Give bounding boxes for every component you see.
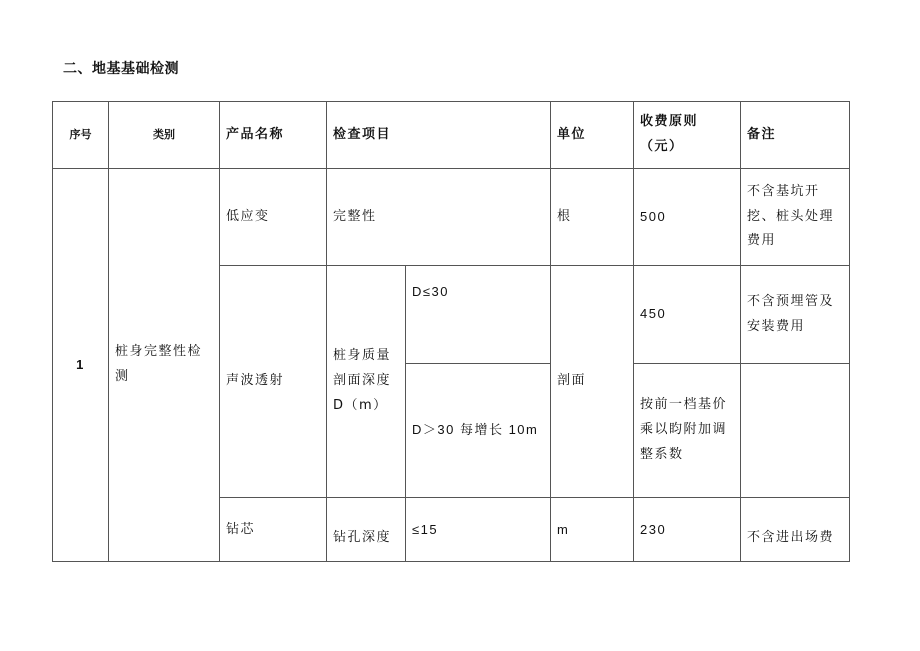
table-header-row	[53, 102, 850, 169]
cell-item-sonic: 桩身质量剖面深度D（m）	[327, 266, 406, 498]
header-product-name: 产品名称	[220, 102, 327, 169]
cell-unit-sonic: 剖面	[551, 266, 634, 498]
cell-unit-low-strain: 根	[551, 169, 634, 266]
cell-item-low-strain: 完整性	[327, 169, 551, 266]
header-unit: 单位	[551, 102, 634, 169]
section-heading: 二、地基基础检测	[63, 61, 179, 77]
cell-fee-sonic-2: 按前一档基价乘以盷附加调整系数	[634, 364, 741, 498]
cell-unit-core: m	[551, 498, 634, 562]
cell-cond-sonic-2: D＞30 每增长 10m	[406, 364, 551, 498]
cell-remark-sonic-1: 不含预埋管及安装费用	[741, 266, 850, 364]
cell-remark-sonic-2	[741, 364, 850, 498]
cell-fee-low-strain: 500	[634, 169, 741, 266]
cell-category: 桩身完整性检测	[109, 169, 220, 562]
cell-fee-sonic-1: 450	[634, 266, 741, 364]
cell-name-sonic: 声波透射	[220, 266, 327, 498]
table-row	[53, 169, 850, 266]
header-remarks: 备注	[741, 102, 850, 169]
cell-fee-core: 230	[634, 498, 741, 562]
cell-remark-low-strain: 不含基坑开挖、桩头处理费用	[741, 169, 850, 266]
cell-item-core: 钻孔深度	[327, 498, 406, 562]
cell-cond-core: ≤15	[406, 498, 551, 562]
header-fee-principle: 收费原则（元）	[634, 102, 741, 169]
cell-name-low-strain: 低应变	[220, 169, 327, 266]
cell-name-core: 钻芯	[220, 498, 327, 562]
cell-seq: 1	[53, 169, 109, 562]
header-category: 类别	[109, 102, 220, 169]
header-inspection-item: 检查项目	[327, 102, 551, 169]
inspection-fee-table	[52, 101, 850, 562]
cell-cond-sonic-1: D≤30	[406, 266, 551, 364]
cell-remark-core: 不含进出场费	[741, 498, 850, 562]
header-seq: 序号	[53, 102, 109, 169]
